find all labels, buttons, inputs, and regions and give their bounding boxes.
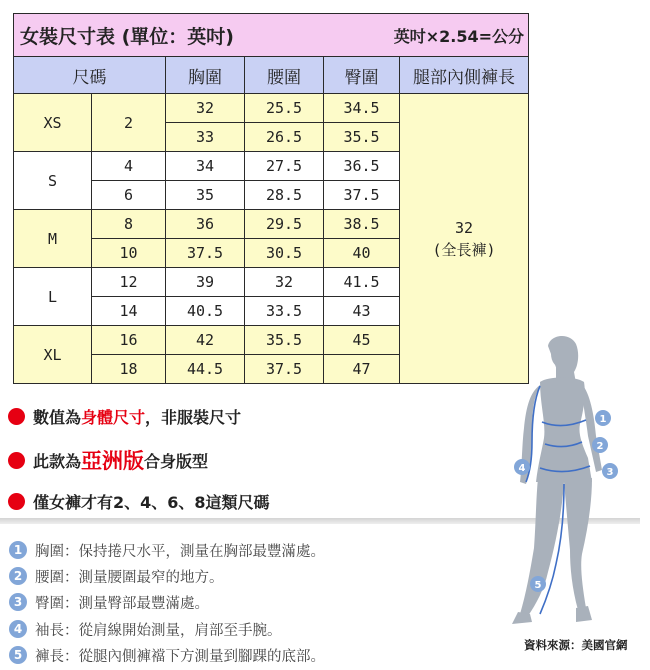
- size-label: L: [14, 268, 92, 326]
- chest-value: 42: [166, 326, 245, 355]
- size-label: S: [14, 152, 92, 210]
- waist-value: 26.5: [245, 123, 324, 152]
- measurement-text: 褲長：從腿內側褲襠下方測量到腳踝的底部。: [35, 648, 325, 665]
- number-marker-icon: 3: [9, 593, 27, 611]
- measurement-item: [9, 591, 209, 613]
- chest-value: 32: [166, 94, 245, 123]
- waist-value: 27.5: [245, 152, 324, 181]
- note-text: ，非服裝尺寸: [145, 407, 242, 427]
- chest-value: 37.5: [166, 239, 245, 268]
- note-text: 合身版型: [144, 451, 209, 471]
- header-waist: 腰圍: [245, 57, 324, 94]
- hip-value: 34.5: [324, 94, 400, 123]
- waist-value: 35.5: [245, 326, 324, 355]
- hip-value: 36.5: [324, 152, 400, 181]
- hip-value: 41.5: [324, 268, 400, 297]
- size-number: 4: [92, 152, 166, 181]
- size-number: 18: [92, 355, 166, 384]
- waist-value: 30.5: [245, 239, 324, 268]
- number-marker-icon: 2: [9, 567, 27, 585]
- source-credit: 資料來源：美國官網: [524, 638, 628, 652]
- waist-value: 28.5: [245, 181, 324, 210]
- header-hip: 臀圍: [324, 57, 400, 94]
- number-marker-icon: 4: [9, 620, 27, 638]
- note-text: 此款為: [33, 451, 82, 471]
- size-number: 10: [92, 239, 166, 268]
- hip-value: 47: [324, 355, 400, 384]
- size-label: XL: [14, 326, 92, 384]
- note-pants-sizes: [8, 489, 270, 513]
- chest-value: 34: [166, 152, 245, 181]
- measurement-text: 袖長：從肩線開始測量，肩部至手腕。: [35, 622, 282, 639]
- bullet-dot-icon: [8, 493, 25, 510]
- waist-value: 29.5: [245, 210, 324, 239]
- size-number: 12: [92, 268, 166, 297]
- inseam-value: 32: [454, 218, 474, 237]
- waist-value: 33.5: [245, 297, 324, 326]
- size-number: 8: [92, 210, 166, 239]
- figure-right-foot: [576, 606, 592, 622]
- size-table: [13, 13, 529, 384]
- chest-value: 44.5: [166, 355, 245, 384]
- number-marker-icon: 1: [9, 541, 27, 559]
- hip-value: 43: [324, 297, 400, 326]
- measurement-text: 臀圍：測量臀部最豐滿處。: [35, 595, 209, 612]
- bullet-dot-icon: [8, 408, 25, 425]
- figure-left-leg: [520, 478, 564, 616]
- number-marker-icon: 5: [9, 646, 27, 664]
- body-figure-illustration: [490, 332, 630, 632]
- chest-value: 39: [166, 268, 245, 297]
- measurement-item: [9, 618, 282, 640]
- size-number: 6: [92, 181, 166, 210]
- chest-value: 40.5: [166, 297, 245, 326]
- figure-right-leg: [564, 478, 592, 610]
- marker-label: 5: [534, 580, 542, 591]
- hip-value: 45: [324, 326, 400, 355]
- size-number: 16: [92, 326, 166, 355]
- size-number: 14: [92, 297, 166, 326]
- header-chest: 胸圍: [166, 57, 245, 94]
- measurement-text: 腰圍：測量腰圍最窄的地方。: [35, 569, 224, 586]
- size-label: M: [14, 210, 92, 268]
- waist-value: 25.5: [245, 94, 324, 123]
- hip-value: 40: [324, 239, 400, 268]
- hip-value: 37.5: [324, 181, 400, 210]
- figure-head: [551, 340, 573, 368]
- note-text: 數值為: [33, 407, 82, 427]
- waist-value: 37.5: [245, 355, 324, 384]
- measurement-item: [9, 565, 224, 587]
- marker-label: 2: [596, 441, 604, 452]
- chest-value: 35: [166, 181, 245, 210]
- waist-value: 32: [245, 268, 324, 297]
- note-highlight: 身體尺寸: [81, 407, 146, 427]
- marker-label: 1: [599, 414, 607, 425]
- bullet-dot-icon: [8, 452, 25, 469]
- inseam-note: (全長褲): [432, 240, 496, 259]
- marker-label: 4: [518, 463, 526, 474]
- marker-label: 3: [606, 467, 614, 478]
- note-body-measurements: [8, 404, 241, 428]
- conversion-note: 英吋×2.54=公分: [324, 14, 529, 57]
- hip-value: 35.5: [324, 123, 400, 152]
- header-inseam: 腿部內側褲長: [400, 57, 529, 94]
- figure-neck: [556, 365, 566, 379]
- size-label: XS: [14, 94, 92, 152]
- note-text: 僅女褲才有2、4、6、8這類尺碼: [33, 492, 270, 512]
- chest-value: 33: [166, 123, 245, 152]
- hip-value: 38.5: [324, 210, 400, 239]
- table-row: [14, 94, 529, 123]
- measurement-text: 胸圍：保持捲尺水平，測量在胸部最豐滿處。: [35, 543, 325, 560]
- table-title: 女裝尺寸表 (單位：英吋): [14, 14, 324, 57]
- measurement-item: [9, 539, 325, 561]
- header-size: 尺碼: [14, 57, 166, 94]
- chest-value: 36: [166, 210, 245, 239]
- note-asian-fit: [8, 448, 208, 472]
- size-number: 2: [92, 94, 166, 152]
- measurement-item: [9, 644, 325, 666]
- note-highlight: 亞洲版: [81, 449, 145, 473]
